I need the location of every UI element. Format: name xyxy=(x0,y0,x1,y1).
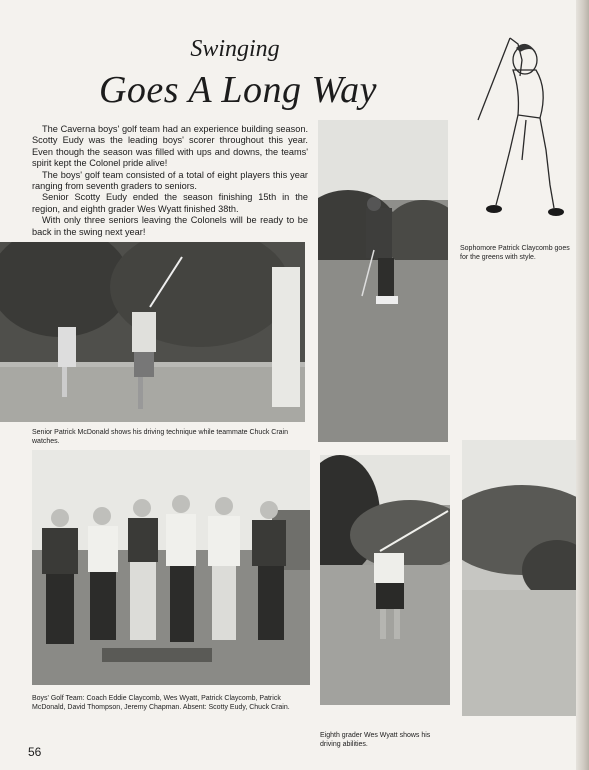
caption-mcdonald: Senior Patrick McDonald shows his driving technique while teammate Chuck Crain watches. xyxy=(32,429,289,445)
photo-course-landscape xyxy=(462,440,576,716)
photo-golf-team xyxy=(32,450,310,685)
photo-wyatt-driving xyxy=(320,455,450,705)
headline-line-1: Swinging xyxy=(190,36,280,62)
caption-team: Boys' Golf Team: Coach Eddie Claycomb, Wes Wyatt, Patrick Claycomb, Patrick McDonald, David Thompson, Jeremy Chapman. Absent: Scotty Eudy, Chuck Crain. xyxy=(32,695,290,711)
story-paragraph: Senior Scotty Eudy ended the season finishing 15th in the region, and eighth grader Wes Wyatt finished 38th. xyxy=(32,192,308,214)
story-paragraph: With only three seniors leaving the Colonels will be ready to be back in the swing next year! xyxy=(32,215,308,237)
page-number: 56 xyxy=(28,745,42,759)
caption-wyatt: Eighth grader Wes Wyatt shows his driving abilities. xyxy=(320,732,431,748)
photo-claycomb-putting xyxy=(318,120,448,442)
caption-sophomore: Sophomore Patrick Claycomb goes for the greens with style. xyxy=(460,245,570,261)
photo-mcdonald-driving xyxy=(0,242,305,422)
story-paragraph: The Caverna boys' golf team had an experience building season. Scotty Eudy was the leading boys' scorer throughout this year. Even though the season was filled with ups and downs, the teams' spirit kept the Colonel pride alive! xyxy=(32,124,308,169)
golfer-sketch-illustration xyxy=(470,30,570,225)
story-text xyxy=(32,124,308,238)
page-spine xyxy=(576,0,589,770)
headline-line-2: Goes A Long Way xyxy=(98,69,378,111)
story-paragraph: The boys' golf team consisted of a total of eight players this year ranging from seventh graders to seniors. xyxy=(32,169,308,192)
